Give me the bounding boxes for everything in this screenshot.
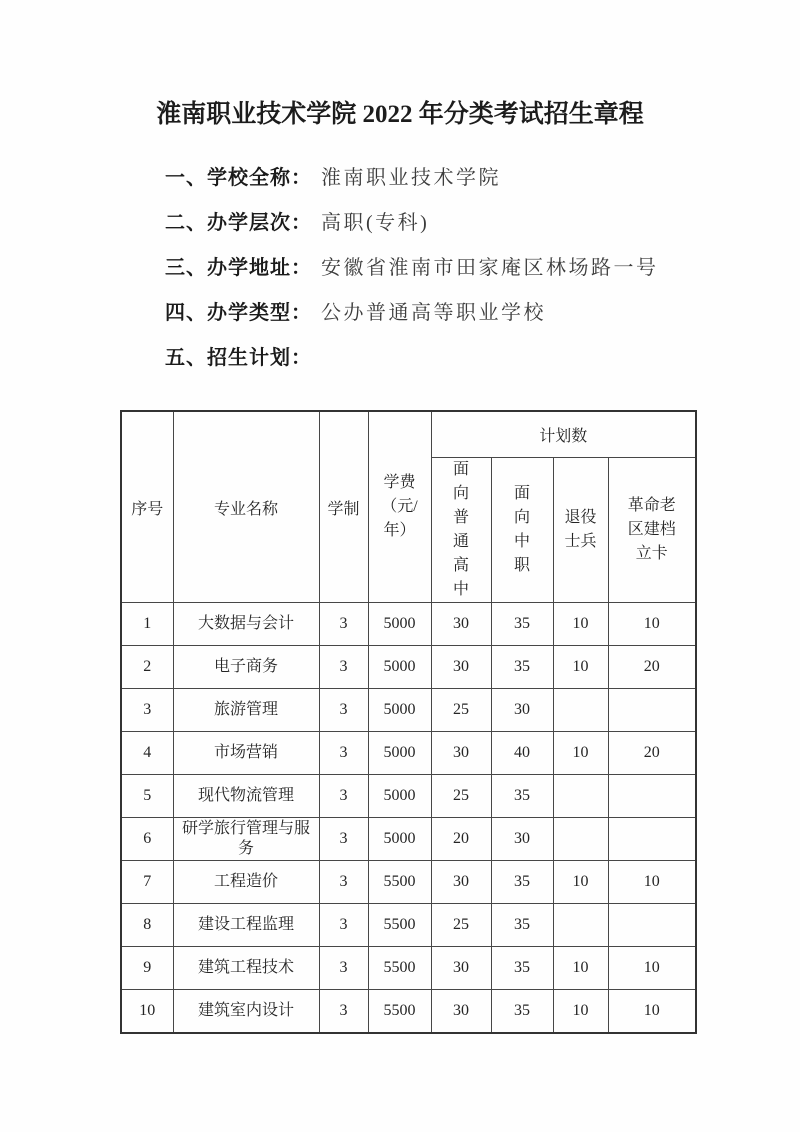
plan-cell-plan_secondary: 35: [491, 990, 553, 1034]
plan-cell-major: 市场营销: [173, 732, 319, 775]
plan-cell-no: 9: [121, 947, 173, 990]
info-item-address: [165, 258, 740, 279]
plan-cell-plan_secondary: 35: [491, 603, 553, 646]
info-label: 二、办学层次：: [165, 212, 312, 234]
header-no: 序号: [121, 411, 173, 603]
plan-cell-plan_veterans: [553, 818, 608, 861]
plan-cell-years: 3: [319, 646, 368, 689]
plan-cell-plan_veterans: [553, 775, 608, 818]
info-item-school-name: [165, 168, 740, 189]
document-title: 淮南职业技术学院 2022 年分类考试招生章程: [156, 101, 644, 128]
plan-cell-plan_veterans: 10: [553, 947, 608, 990]
plan-table-row: [121, 818, 696, 861]
header-plan-regular-hs: 面向普通高中: [431, 458, 491, 603]
plan-cell-no: 7: [121, 861, 173, 904]
plan-cell-plan_secondary: 40: [491, 732, 553, 775]
plan-table-body: [121, 603, 696, 1034]
plan-cell-major: 建设工程监理: [173, 904, 319, 947]
header-years: 学制: [319, 411, 368, 603]
plan-cell-plan_secondary: 35: [491, 904, 553, 947]
plan-cell-no: 8: [121, 904, 173, 947]
plan-cell-tuition: 5500: [368, 861, 431, 904]
info-list: [165, 168, 740, 393]
info-value: 高职(专科): [321, 212, 430, 234]
info-value: 公办普通高等职业学校: [321, 302, 546, 324]
plan-cell-major: 研学旅行管理与服务: [173, 818, 319, 861]
plan-table-row: [121, 732, 696, 775]
plan-cell-plan_regular_hs: 30: [431, 947, 491, 990]
plan-cell-no: 2: [121, 646, 173, 689]
plan-table-row: [121, 904, 696, 947]
plan-cell-plan_poverty: 10: [608, 947, 696, 990]
plan-cell-plan_secondary: 35: [491, 947, 553, 990]
plan-cell-major: 工程造价: [173, 861, 319, 904]
plan-cell-plan_regular_hs: 20: [431, 818, 491, 861]
plan-cell-plan_secondary: 35: [491, 775, 553, 818]
plan-cell-plan_poverty: 10: [608, 603, 696, 646]
plan-cell-years: 3: [319, 775, 368, 818]
plan-cell-plan_regular_hs: 25: [431, 904, 491, 947]
plan-cell-years: 3: [319, 861, 368, 904]
plan-cell-plan_veterans: 10: [553, 861, 608, 904]
plan-cell-plan_veterans: 10: [553, 646, 608, 689]
plan-cell-tuition: 5000: [368, 603, 431, 646]
plan-cell-years: 3: [319, 603, 368, 646]
plan-cell-major: 旅游管理: [173, 689, 319, 732]
plan-cell-plan_poverty: 20: [608, 732, 696, 775]
header-tuition: 学费（元/年）: [368, 411, 431, 603]
info-label: 五、招生计划：: [165, 347, 312, 369]
plan-cell-plan_regular_hs: 30: [431, 861, 491, 904]
plan-cell-plan_veterans: 10: [553, 990, 608, 1034]
plan-cell-plan_regular_hs: 25: [431, 689, 491, 732]
info-item-enrollment-plan: [165, 348, 740, 369]
plan-cell-tuition: 5500: [368, 904, 431, 947]
plan-cell-plan_secondary: 30: [491, 689, 553, 732]
header-plan-secondary-voc: 面向中职: [491, 458, 553, 603]
plan-table-header: [121, 411, 696, 603]
plan-table-row: [121, 603, 696, 646]
plan-cell-tuition: 5500: [368, 947, 431, 990]
header-plan-group: 计划数: [431, 411, 696, 458]
plan-cell-tuition: 5000: [368, 775, 431, 818]
plan-cell-plan_regular_hs: 30: [431, 603, 491, 646]
plan-cell-years: 3: [319, 904, 368, 947]
plan-cell-no: 6: [121, 818, 173, 861]
info-item-school-type: [165, 303, 740, 324]
header-major: 专业名称: [173, 411, 319, 603]
plan-cell-major: 大数据与会计: [173, 603, 319, 646]
plan-cell-plan_poverty: [608, 689, 696, 732]
plan-table-row: [121, 990, 696, 1034]
plan-cell-tuition: 5000: [368, 689, 431, 732]
plan-table-row: [121, 689, 696, 732]
plan-cell-plan_regular_hs: 25: [431, 775, 491, 818]
info-item-education-level: [165, 213, 740, 234]
plan-cell-plan_regular_hs: 30: [431, 990, 491, 1034]
plan-cell-plan_poverty: [608, 904, 696, 947]
plan-cell-plan_veterans: 10: [553, 603, 608, 646]
plan-cell-no: 1: [121, 603, 173, 646]
plan-cell-tuition: 5000: [368, 646, 431, 689]
plan-cell-plan_veterans: 10: [553, 732, 608, 775]
plan-cell-no: 10: [121, 990, 173, 1034]
plan-cell-major: 建筑工程技术: [173, 947, 319, 990]
plan-cell-no: 3: [121, 689, 173, 732]
plan-cell-plan_poverty: 10: [608, 861, 696, 904]
plan-cell-major: 电子商务: [173, 646, 319, 689]
plan-table-row: [121, 646, 696, 689]
plan-cell-tuition: 5000: [368, 732, 431, 775]
header-plan-veterans: 退役士兵: [553, 458, 608, 603]
plan-cell-plan_regular_hs: 30: [431, 646, 491, 689]
plan-cell-years: 3: [319, 947, 368, 990]
plan-table-row: [121, 861, 696, 904]
plan-cell-plan_veterans: [553, 904, 608, 947]
plan-cell-years: 3: [319, 689, 368, 732]
info-label: 一、学校全称：: [165, 167, 312, 189]
plan-cell-years: 3: [319, 990, 368, 1034]
plan-cell-years: 3: [319, 732, 368, 775]
plan-cell-tuition: 5000: [368, 818, 431, 861]
info-label: 三、办学地址：: [165, 257, 312, 279]
plan-table-row: [121, 947, 696, 990]
info-label: 四、办学类型：: [165, 302, 312, 324]
plan-cell-plan_regular_hs: 30: [431, 732, 491, 775]
plan-cell-years: 3: [319, 818, 368, 861]
plan-cell-no: 5: [121, 775, 173, 818]
plan-cell-plan_secondary: 35: [491, 646, 553, 689]
plan-table-header-row-1: [121, 411, 696, 458]
plan-cell-major: 建筑室内设计: [173, 990, 319, 1034]
plan-cell-plan_poverty: 20: [608, 646, 696, 689]
plan-cell-plan_poverty: [608, 818, 696, 861]
plan-cell-tuition: 5500: [368, 990, 431, 1034]
plan-cell-plan_secondary: 30: [491, 818, 553, 861]
plan-cell-plan_poverty: 10: [608, 990, 696, 1034]
plan-cell-major: 现代物流管理: [173, 775, 319, 818]
plan-table-row: [121, 775, 696, 818]
plan-cell-plan_poverty: [608, 775, 696, 818]
plan-cell-plan_veterans: [553, 689, 608, 732]
header-plan-poverty-card: 革命老区建档立卡: [608, 458, 696, 603]
plan-cell-plan_secondary: 35: [491, 861, 553, 904]
plan-cell-no: 4: [121, 732, 173, 775]
info-value: 淮南职业技术学院: [321, 167, 501, 189]
enrollment-plan-table: [120, 410, 697, 1034]
info-value: 安徽省淮南市田家庵区林场路一号: [321, 257, 659, 279]
